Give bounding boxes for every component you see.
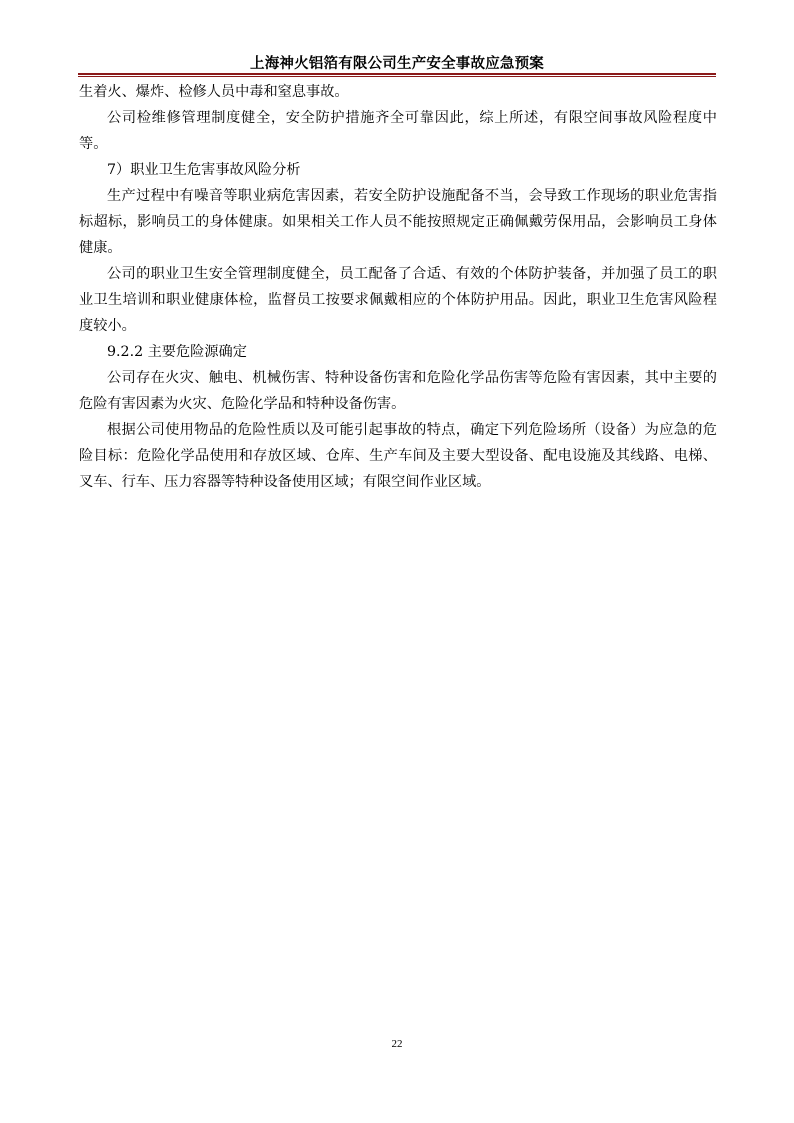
header-rule-thin [78, 76, 716, 77]
page-header [78, 52, 716, 78]
paragraph-health-management: 公司的职业卫生安全管理制度健全，员工配备了合适、有效的个体防护装备，并加强了员工的职业卫生培训和职业健康体检，监督员工按要求佩戴相应的个体防护用品。因此，职业卫生危害风险程度较小。 [79, 266, 717, 334]
paragraph-confined-space-risk: 公司检维修管理制度健全，安全防护措施齐全可靠因此，综上所述，有限空间事故风险程度中等。 [79, 110, 717, 152]
heading-major-hazard-identification: 9.2.2 主要危险源确定 [107, 344, 247, 360]
document-title: 上海神火铝箔有限公司生产安全事故应急预案 [250, 56, 544, 72]
header-rule-thick [78, 73, 716, 75]
heading-occupational-health-risk: 7）职业卫生危害事故风险分析 [107, 162, 301, 178]
paragraph-emergency-targets: 根据公司使用物品的危险性质以及可能引起事故的特点，确定下列危险场所（设备）为应急的危险目标：危险化学品使用和存放区域、仓库、生产车间及主要大型设备、配电设施及其线路、电梯、叉车、行车、压力容器等特种设备使用区域；有限空间作业区域。 [79, 422, 717, 490]
document-body [79, 79, 717, 495]
paragraph-noise-hazard: 生产过程中有噪音等职业病危害因素，若安全防护设施配备不当，会导致工作现场的职业危害指标超标，影响员工的身体健康。如果相关工作人员不能按照规定正确佩戴劳保用品，会影响员工身体健康。 [79, 188, 717, 256]
paragraph-continuation: 生着火、爆炸、检修人员中毒和窒息事故。 [79, 84, 349, 100]
page-number: 22 [391, 1038, 403, 1050]
paragraph-hazard-factors: 公司存在火灾、触电、机械伤害、特种设备伤害和危险化学品伤害等危险有害因素，其中主要的危险有害因素为火灾、危险化学品和特种设备伤害。 [79, 370, 717, 412]
